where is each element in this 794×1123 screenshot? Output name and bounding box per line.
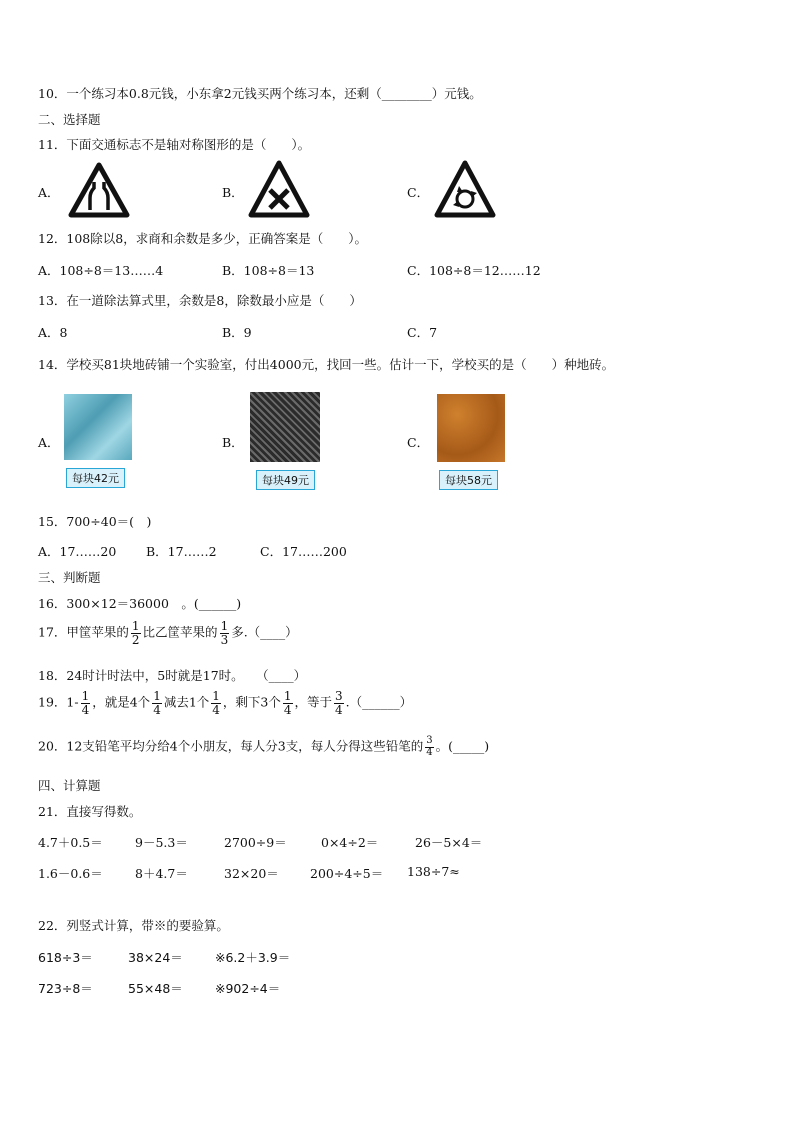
question-18: 18．24时计时法中，5时就是17时。 （____） [38,668,307,683]
tile-price-b: 每块49元 [256,470,315,490]
fraction-quarter: $\frac{1}{4}$ [153,689,161,717]
question-11: 11．下面交通标志不是轴对称图形的是（ ）。 [38,137,311,152]
q14-option-c-label: C． [407,435,430,450]
q14-option-a-label: A． [38,435,60,450]
question-14: 14．学校买81块地砖铺一个实验室，付出4000元，找回一些。估计一下，学校买的是（ ）种地砖。 [38,357,615,372]
q21-item: 200÷4÷5＝ [310,866,384,881]
q12-option-c: C．108÷8＝12……12 [407,263,541,278]
q15-option-b: B．17……2 [146,544,217,559]
section-choice-title: 二、选择题 [38,112,101,127]
question-21: 21．直接写得数。 [38,804,142,819]
crossroads-sign-icon [248,160,310,218]
question-19: 19．1- $\frac{1}{4}$ ，就是4个 $\frac{1}{4}$ 减去1个 $\frac{1}{4}$ ，剩下3个 $\frac{1}{4}$ ，等于 $\frac{3}{4}$ .（______） [38,689,413,717]
question-16: 16．300×12＝36000 。(______) [38,596,242,611]
q15-option-c: C．17……200 [260,544,347,559]
q11-option-b-label: B． [222,185,244,200]
q11-option-a-label: A． [38,185,60,200]
fraction-three-quarters: $\frac{3}{4}$ [335,689,343,717]
q21-item: 8＋4.7＝ [135,866,188,881]
q11-option-c-label: C． [407,185,430,200]
section-judge-title: 三、判断题 [38,570,101,585]
q21-item: 0×4÷2＝ [321,835,379,850]
q21-item: 32×20＝ [224,866,279,881]
question-22: 22．列竖式计算，带※的要验算。 [38,918,229,933]
roundabout-sign-icon [434,160,496,218]
question-10: 10．一个练习本0.8元钱，小东拿2元钱买两个练习本，还剩（________）元钱。 [38,86,482,101]
q21-item: 1.6－0.6＝ [38,866,103,881]
question-15: 15．700÷40＝( ) [38,514,152,529]
question-13: 13．在一道除法算式里，余数是8，除数最小应是（ ） [38,293,362,308]
q12-option-b: B．108÷8＝13 [222,263,315,278]
fraction-quarter: $\frac{1}{4}$ [81,689,90,717]
q21-item: 2700÷9＝ [224,835,287,850]
q22-item: 55×48＝ [128,981,183,996]
q21-item: 9－5.3＝ [135,835,188,850]
q21-item: 138÷7≈ [407,864,460,879]
q22-item: 723÷8＝ [38,981,93,996]
fraction-quarter: $\frac{1}{4}$ [283,689,292,717]
q15-option-a: A．17……20 [38,544,117,559]
road-narrows-sign-icon [68,162,130,218]
question-12: 12．108除以8，求商和余数是多少，正确答案是（ ）。 [38,231,367,246]
q22-item: 618÷3＝ [38,950,93,965]
fraction-quarter: $\frac{1}{4}$ [212,689,220,717]
q14-option-b-label: B． [222,435,244,450]
tile-image-c [437,394,505,462]
question-20: 20．12支铅笔平均分给4个小朋友，每人分3支，每人分得这些铅笔的 $\frac{3}{4}$ 。(_____) [38,735,490,758]
q13-option-c: C．7 [407,325,438,340]
tile-image-b [250,392,320,462]
fraction-one-half: $\frac{1}{2}$ [131,619,140,647]
q13-option-b: B．9 [222,325,252,340]
section-calc-title: 四、计算题 [38,778,101,793]
q22-item: 38×24＝ [128,950,183,965]
q21-item: 26－5×4＝ [415,835,483,850]
fraction-one-third: $\frac{1}{3}$ [220,619,229,647]
q21-item: 4.7＋0.5＝ [38,835,103,850]
q22-item: ※6.2＋3.9＝ [215,950,291,965]
tile-price-a: 每块42元 [66,468,125,488]
tile-price-c: 每块58元 [439,470,498,490]
q12-option-a: A．108÷8＝13……4 [38,263,164,278]
q22-item: ※902÷4＝ [215,981,281,996]
fraction-three-quarters: $\frac{3}{4}$ [426,735,433,758]
question-17: 17．甲筐苹果的 $\frac{1}{2}$ 比乙筐苹果的 $\frac{1}{3}$ 多.（____） [38,619,298,647]
tile-image-a [64,394,132,460]
q13-option-a: A．8 [38,325,68,340]
